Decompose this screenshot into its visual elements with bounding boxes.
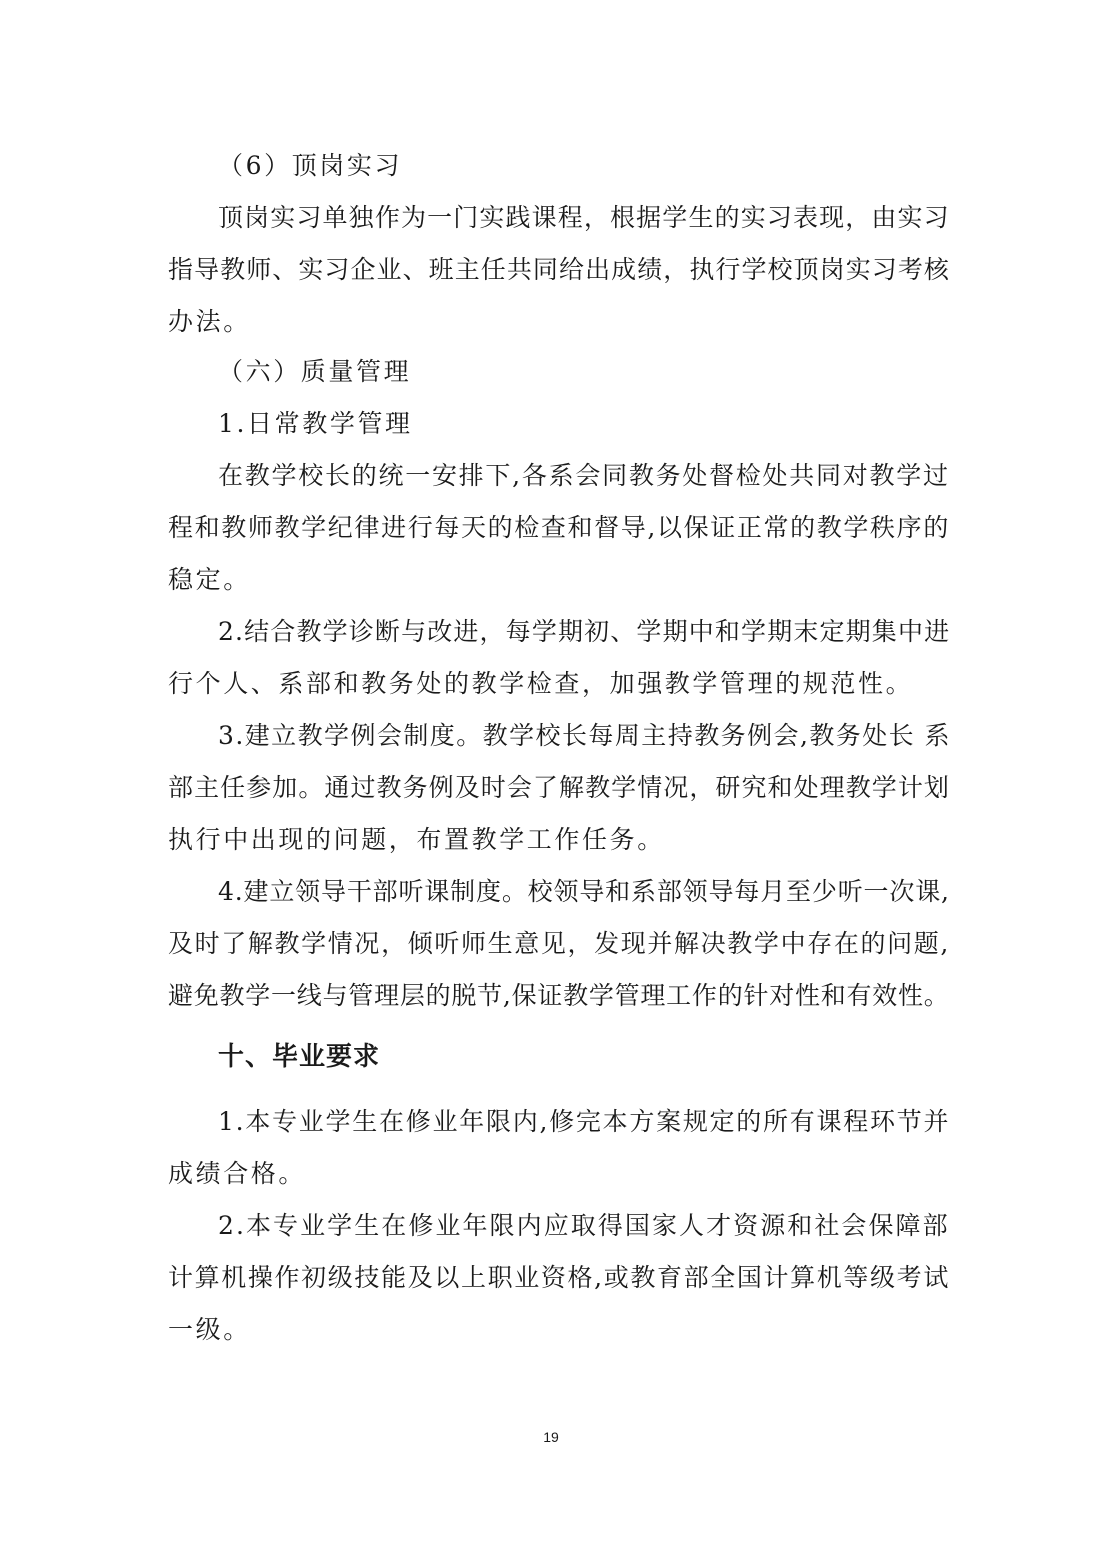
paragraph-line: 稳定。 [168,565,251,594]
subsection-title-internship: （6）顶岗实习 [218,151,403,180]
paragraph-line: 执行中出现的问题，布置教学工作任务。 [168,825,665,854]
paragraph-line: 成绩合格。 [168,1159,307,1188]
paragraph-line: 2.结合教学诊断与改进，每学期初、学期中和学期末定期集中进 [218,617,951,646]
section-heading-graduation: 十、毕业要求 [218,1042,381,1072]
paragraph-line: 计算机操作初级技能及以上职业资格,或教育部全国计算机等级考试 [168,1263,950,1292]
paragraph-line: 在教学校长的统一安排下,各系会同教务处督检处共同对教学过 [218,461,950,490]
paragraph-line: 避免教学一线与管理层的脱节,保证教学管理工作的针对性和有效性。 [168,981,950,1010]
paragraph-line: 1.本专业学生在修业年限内,修完本方案规定的所有课程环节并 [218,1107,951,1136]
paragraph-line: 4.建立领导干部听课制度。校领导和系部领导每月至少听一次课, [218,877,950,906]
subsection-title-quality: （六）质量管理 [218,357,412,386]
paragraph-line: 3.建立教学例会制度。教学校长每周主持教务例会,教务处长 系 [218,721,951,750]
paragraph-line: 一级。 [168,1315,251,1344]
paragraph-line: 行个人、系部和教务处的教学检查，加强教学管理的规范性。 [168,669,914,698]
page-number: 19 [543,1429,559,1445]
paragraph-line: 办法。 [168,307,251,336]
paragraph-line: 指导教师、实习企业、班主任共同给出成绩，执行学校顶岗实习考核 [168,255,951,284]
paragraph-line: 程和教师教学纪律进行每天的检查和督导,以保证正常的教学秩序的 [168,513,950,542]
item-title-daily-management: 1.日常教学管理 [218,409,413,438]
paragraph-line: 顶岗实习单独作为一门实践课程，根据学生的实习表现，由实习 [218,203,950,232]
paragraph-line: 及时了解教学情况，倾听师生意见，发现并解决教学中存在的问题, [168,929,950,958]
paragraph-line: 2.本专业学生在修业年限内应取得国家人才资源和社会保障部 [218,1211,950,1240]
paragraph-line: 部主任参加。通过教务例及时会了解教学情况，研究和处理教学计划 [168,773,951,802]
